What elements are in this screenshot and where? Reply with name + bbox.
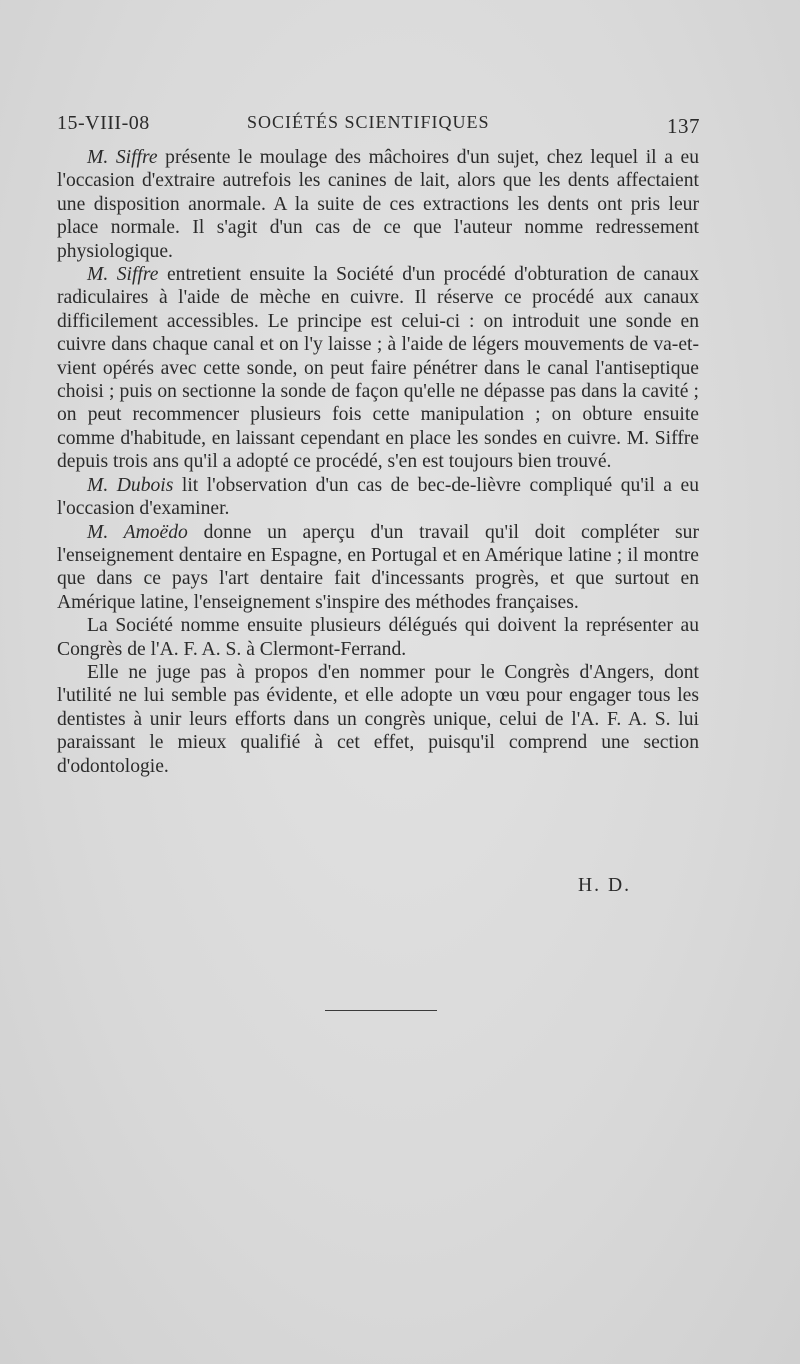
author-signature: H. D.: [578, 875, 631, 896]
paragraph-text: Elle ne juge pas à propos d'en nommer pour le Congrès d'Angers, dont l'utilité ne lui semble pas évidente, et elle adopte un vœu pour engager tous les dentistes à unir leurs efforts dans un congrès unique, celui de l'A. F. A. S. lui paraissant le mieux qualifié à cet effet, puisqu'il comprend une section d'odontologie.: [57, 661, 699, 777]
running-head: [57, 112, 700, 140]
paragraph-text: lit l'observation d'un cas de bec-de-lièvre compliqué qu'il a eu l'occasion d'examiner.: [57, 474, 699, 520]
paragraph-1: [57, 146, 699, 263]
article-body: [57, 146, 699, 778]
speaker-name: M. Siffre: [87, 147, 158, 168]
paragraph-text: présente le moulage des mâchoires d'un sujet, chez lequel il a eu l'occasion d'extraire autrefois les canines de lait, alors que les dents affectaient une disposition anormale. A la suite de ces extractions les dents ont pris leur place normale. Il s'agit d'un cas de ce que l'auteur nomme redressement physiologique.: [57, 147, 700, 262]
section-title: SOCIÉTÉS SCIENTIFIQUES: [247, 112, 490, 132]
section-divider: [325, 1010, 437, 1011]
page-number: 137: [667, 114, 700, 138]
paragraph-3: [57, 474, 699, 521]
paragraph-2: [57, 263, 699, 474]
paragraph-text: donne un aperçu d'un travail qu'il doit compléter sur l'enseignement dentaire en Espagne, en Portugal et en Amérique latine ; il montre que dans ce pays l'art dentaire fait d'incessants progrès, et que surtout en Amérique latine, l'enseignement s'inspire des méthodes françaises.: [57, 521, 699, 613]
paragraph-4: [57, 521, 699, 615]
speaker-name: M. Amoëdo: [87, 521, 188, 543]
paragraph-text: La Société nomme ensuite plusieurs délégués qui doivent la représenter au Congrès de l'A. F. A. S. à Clermont-Ferrand.: [57, 615, 699, 660]
paragraph-text: entretient ensuite la Société d'un procédé d'obturation de canaux radiculaires à l'aide de mèche en cuivre. Il réserve ce procédé aux canaux difficilement accessibles. Le principe est celui-ci : on introduit une sonde en cuivre dans chaque canal et on l'y laisse ; à l'aide de légers mouvements de va-et-vient opérés avec cette sonde, on peut faire pénétrer dans le canal l'antiseptique choisi ; puis on sectionne la sonde de façon qu'elle ne dépasse pas dans la cavité ; on peut recommencer plusieurs fois cette manipulation ; on obture ensuite comme d'habitude, en laissant cependant en place les sondes en cuivre. M. Siffre depuis trois ans qu'il a adopté ce procédé, s'en est toujours bien trouvé.: [57, 264, 699, 473]
paragraph-5: [57, 614, 699, 661]
speaker-name: M. Dubois: [87, 474, 174, 496]
paragraph-6: [57, 661, 699, 778]
speaker-name: M. Siffre: [87, 264, 159, 286]
issue-date: 15-VIII-08: [57, 112, 150, 134]
